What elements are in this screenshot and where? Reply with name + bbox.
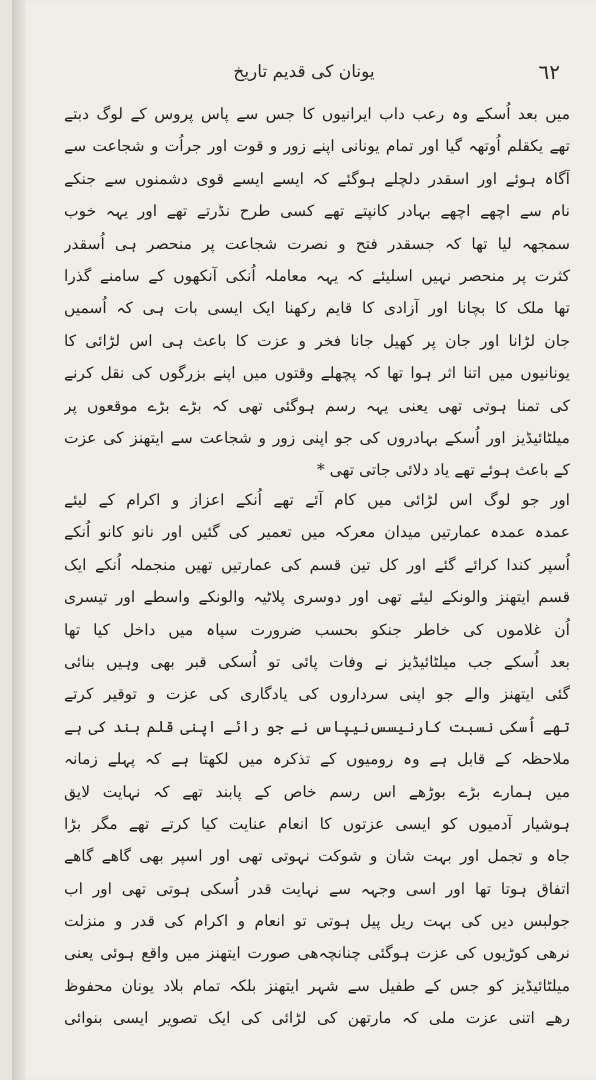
- text-line: جاہ و تجمل اور بہت شان و شوکت نہوتی تھی اور اسپر بھی گاھے گاھے: [64, 847, 570, 866]
- running-title: یونان کی قدیم تاریخ: [233, 62, 375, 82]
- text-line: قسم ایتھنز والونکے لیئے تھی اور دوسری پلاٹیہ والونکے واسطے اور تیسری: [64, 588, 570, 607]
- text-line-last: کے باعث ہوئے تھے یاد دلائی جاتی تھی *: [317, 461, 570, 480]
- text-line: یونانیوں میں اتنا اثر ہوا تھا کہ پچھلے وقتوں میں اپنے بزرگوں کی نقل کرنے: [64, 364, 570, 383]
- text-line: نرھی کوڑیوں کی عزت ہوگئی چنانچہ‌ھی صورت ایتھنز میں واقع ہوئی یعنی: [64, 944, 570, 963]
- paragraph-1: [64, 98, 570, 487]
- text-line: اتفاق ہوتا تھا اور اسی وجہہ سے نہایت قدر اُسکی ہوتی تھی اور اب: [64, 879, 570, 898]
- text-line: رھے اتنی عزت ملی کہ مارتھن کی لڑائی کی ایک تصویر ایسی بنوائی: [64, 1009, 570, 1028]
- text-line: جو‌لبس دیں کی بہت ریل پیل ہوتی تو انعام و اکرام کی قدر و منزلت: [64, 912, 570, 931]
- text-line: عمدہ عمدہ عمارتیں میدان معرکہ میں تعمیر کی گئیں اور نانو کانو اُنکے: [64, 523, 570, 542]
- text-line: گئی ایتھنز والے جو اپنی سرداروں کی یادگاری کی عزت و توقیر کرتے: [64, 685, 570, 704]
- text-line: اُن غلاموں کی خاطر جنکو بحسب ضرورت سپاہ میں داخل کیا تھا: [64, 620, 570, 639]
- text-line: اور جو لوگ اس لڑائی میں کام آئے تھے اُنکے اعزاز و اکرام کے لیئے: [64, 491, 570, 509]
- text-line: تھے اُسکی نسبت کارنیسس‌نیپاس نے جو رائے اپنی قلم بند کی ہے: [64, 717, 570, 736]
- text-line: ہوشیار آدمیوں کو ایسی عزتوں کا انعام عنایت کیا کرتے تھے مگر بڑا: [64, 814, 570, 833]
- text-line: اُسپر کندا کرائے گئے اور کل تین قسم کی عمارتیں تھیں منجملہ اُنکے ایک: [64, 555, 570, 574]
- text-line: میلٹائیڈیز اور اُسکے بہادروں کی جو اپنی زور و شجاعت سے ایتھنز کی عزت: [64, 428, 570, 447]
- text-line: سمجھہ لیا تھا کہ جسقدر فتح و نصرت شجاعت پر منحصر ہی اُسقدر: [64, 234, 570, 253]
- page-number: ٦٢: [538, 60, 560, 84]
- text-line: کی تمنا ہوتی تھی یعنی یہہ رسم ہوگئی تھی کہ بڑے بڑے موقعوں پر: [64, 396, 570, 415]
- text-line: میں بعد اُسکے وہ رعب داب ایرانیوں کا جس سے پاس پروس کے لوگ دبتے: [64, 105, 570, 123]
- paragraph-2: [64, 484, 570, 1035]
- text-line: میلٹائیڈیز کو جس کے طفیل سے شہر ایتھنز بلکہ تمام بلاد یونان محفوظ: [64, 976, 570, 995]
- text-line: آگاہ ہوئے اور اسقدر دلچلے ہوگئے کہ ایسے ایسے قوی دشمنوں سے جنکے: [64, 169, 570, 188]
- text-line: بعد اُسکے جب میلٹائیڈیز نے وفات پائی تو اُسکی قبر بھی وہیں بنائی: [64, 652, 570, 671]
- page-header: [52, 60, 560, 92]
- text-line: تھا ملک کا بچانا اور آزادی کا قایم رکھنا ایک ایسی بات ہی کہ اُسمیں: [64, 299, 570, 318]
- text-line: ملاحظہ کے قابل ہے وہ رومیوں کے تذکرہ میں لکھتا ہے کہ پہلے زمانہ: [64, 750, 570, 769]
- page-gutter-shadow: [12, 0, 26, 1080]
- text-line: نام سے اچھے اچھے بہادر کانپتے تھے کسی طرح نڈرتے تھے اور یہہ خوب: [64, 202, 570, 221]
- text-line: تھے یکقلم اُوتھہ گیا اور تمام یونانی اپنے زور و قوت اور جراُت و شجاعت سے: [64, 137, 570, 156]
- text-line: جان لڑانا اور جان پر کھیل جانا فخر و عزت کا باعث ہی اس لڑائی کا: [64, 331, 570, 350]
- text-line: میں ہمارے بڑے بوڑھے اس رسم خاص کے پابند تھے کہ نہایت لایق: [64, 782, 570, 801]
- text-line: کثرت پر منحصر نہیں اسلیئے کہ یہہ معاملہ اُنکی آنکھوں کے سامنے گذرا: [64, 266, 570, 285]
- book-page: [12, 0, 596, 1080]
